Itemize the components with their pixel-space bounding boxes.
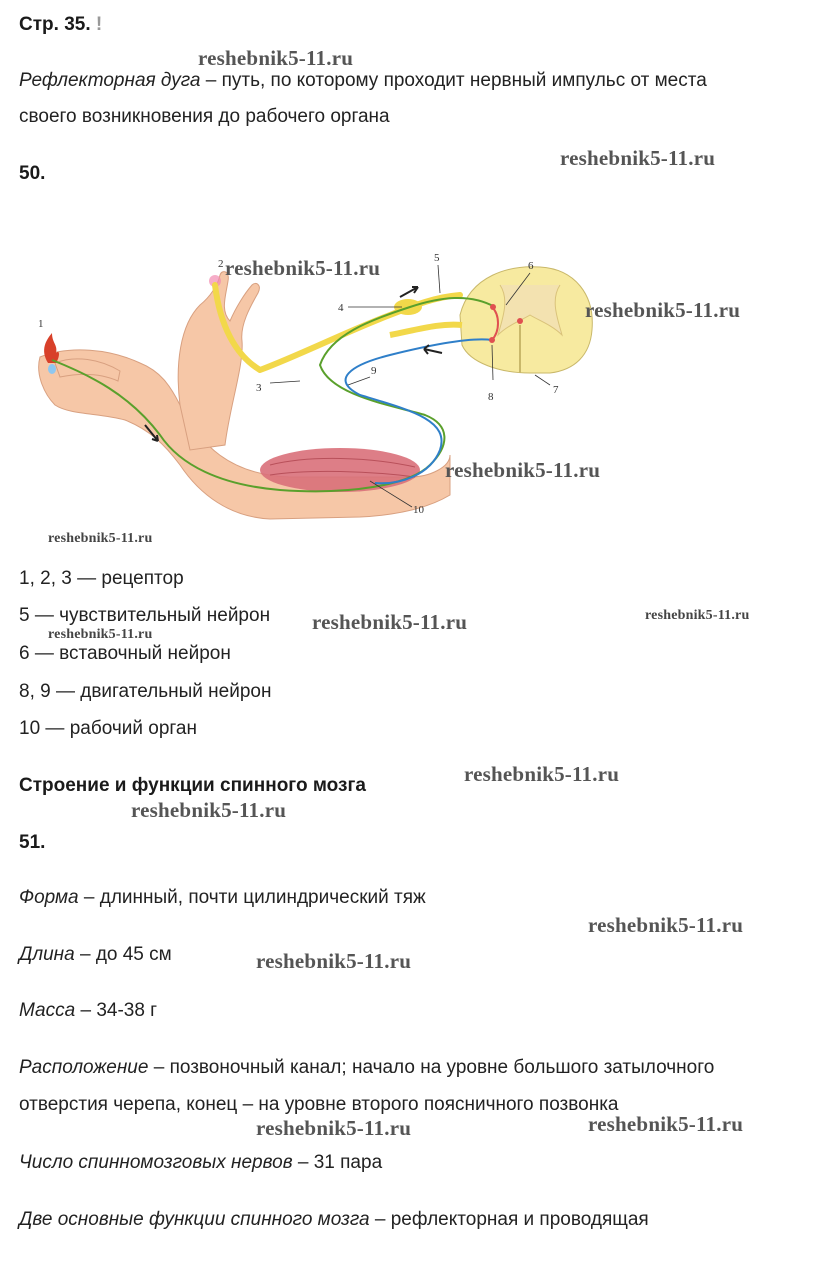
- figure-label-8: 8: [488, 391, 494, 403]
- watermark: reshebnik5-11.ru: [588, 913, 744, 937]
- fact-term: Масса: [19, 1000, 76, 1021]
- page-number: Стр. 35.: [19, 14, 91, 35]
- definition-term: Рефлекторная дуга: [19, 70, 201, 91]
- definition-dash: –: [200, 70, 222, 91]
- watermark: reshebnik5-11.ru: [312, 610, 468, 634]
- fact-line: [19, 1057, 714, 1079]
- answer-line: 5 — чувствительный нейрон: [19, 605, 271, 626]
- page-label: [19, 14, 102, 36]
- fact-line: [19, 887, 426, 909]
- figure-label-5: 5: [434, 252, 440, 264]
- watermark: reshebnik5-11.ru: [588, 1112, 744, 1136]
- figure-label-1: 1: [38, 318, 44, 330]
- answer-line: 6 — вставочный нейрон: [19, 643, 231, 664]
- figure-label-3: 3: [256, 382, 262, 394]
- fact-line: [19, 1152, 382, 1174]
- watermark: reshebnik5-11.ru: [464, 762, 620, 786]
- page-tick: !: [95, 14, 103, 35]
- answer-line: 10 — рабочий орган: [19, 718, 197, 739]
- watermark: reshebnik5-11.ru: [225, 256, 381, 280]
- fact-line: [19, 1209, 649, 1231]
- fact-value: рефлекторная и проводящая: [390, 1209, 649, 1230]
- fact-value: длинный, почти цилиндрический тяж: [99, 887, 426, 908]
- fact-term: Число спинномозговых нервов: [19, 1152, 293, 1173]
- watermark: reshebnik5-11.ru: [48, 531, 153, 546]
- figure-label-4: 4: [338, 302, 344, 314]
- reflex-arc-figure: [30, 245, 630, 535]
- fact-sep: –: [148, 1057, 170, 1078]
- fact-sep: –: [369, 1209, 391, 1230]
- watermark: reshebnik5-11.ru: [645, 608, 750, 623]
- fact-value: 31 пара: [313, 1152, 383, 1173]
- fact-value: 34-38 г: [96, 1000, 158, 1021]
- fact-term: Длина: [19, 944, 75, 965]
- flame-icon: [44, 333, 59, 363]
- fact-sep: –: [74, 944, 96, 965]
- figure-label-9: 9: [371, 365, 377, 377]
- answer-line: 1, 2, 3 — рецептор: [19, 568, 184, 589]
- definition-line-1: [19, 70, 707, 92]
- fact-term: Форма: [19, 887, 79, 908]
- watermark: reshebnik5-11.ru: [48, 627, 153, 642]
- watermark: reshebnik5-11.ru: [256, 1116, 412, 1140]
- fact-line: [19, 944, 172, 966]
- definition-text: путь, по которому проходит нервный импульс от места: [221, 70, 707, 91]
- fact-term: Две основные функции спинного мозга: [19, 1209, 370, 1230]
- fact-term: Расположение: [19, 1057, 149, 1078]
- watermark: reshebnik5-11.ru: [560, 146, 716, 170]
- task-number-50: 50.: [19, 163, 46, 184]
- watermark: reshebnik5-11.ru: [445, 458, 601, 482]
- muscle-shape: [260, 448, 420, 492]
- arrow-icon: [400, 287, 418, 297]
- watermark: reshebnik5-11.ru: [198, 46, 354, 70]
- arrow-icon: [424, 345, 442, 354]
- answer-line: 8, 9 — двигательный нейрон: [19, 681, 272, 702]
- fact-sep: –: [78, 887, 100, 908]
- fact-sep: –: [292, 1152, 314, 1173]
- fact-value: до 45 см: [95, 944, 172, 965]
- figure-label-10: 10: [413, 504, 424, 516]
- definition-line-2: своего возникновения до рабочего органа: [19, 106, 390, 127]
- watermark: reshebnik5-11.ru: [256, 949, 412, 973]
- fact-sep: –: [75, 1000, 97, 1021]
- fact-line: [19, 1000, 157, 1022]
- spinal-cord-shape: [460, 267, 592, 373]
- task-number-51: 51.: [19, 832, 46, 853]
- figure-label-7: 7: [553, 384, 559, 396]
- figure-label-6: 6: [528, 260, 534, 272]
- watermark: reshebnik5-11.ru: [585, 298, 741, 322]
- watermark: reshebnik5-11.ru: [131, 798, 287, 822]
- fact-value: позвоночный канал; начало на уровне большого затылочного: [169, 1057, 715, 1078]
- figure-label-2: 2: [218, 258, 224, 270]
- section-title: Строение и функции спинного мозга: [19, 775, 366, 796]
- fact-line-continued: отверстия черепа, конец – на уровне второго поясничного позвонка: [19, 1094, 619, 1115]
